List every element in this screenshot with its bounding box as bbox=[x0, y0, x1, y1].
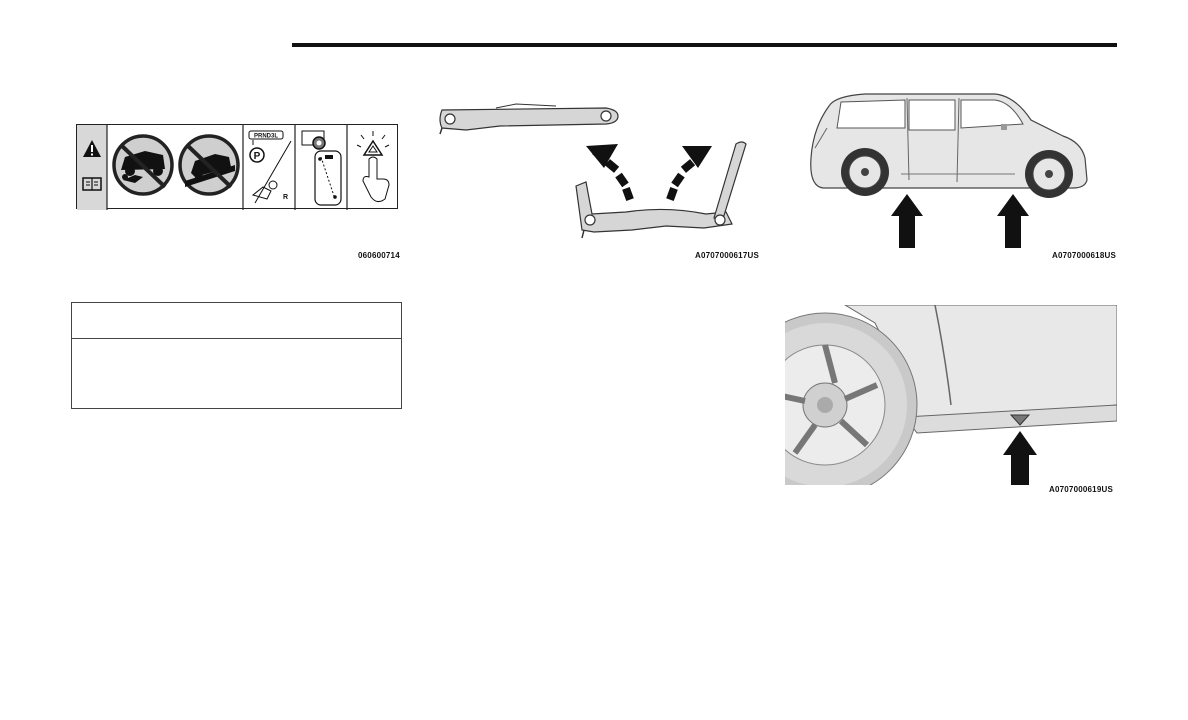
rear-wheel bbox=[841, 148, 889, 196]
jack-handle-figure bbox=[436, 96, 756, 246]
vehicle-lift-points-figure bbox=[805, 88, 1117, 250]
front-lift-arrow-icon bbox=[997, 194, 1029, 248]
jack-point-closeup-figure bbox=[785, 305, 1117, 485]
figure-caption: A0707000618US bbox=[1052, 251, 1116, 260]
no-person-under-vehicle-icon bbox=[114, 136, 172, 194]
park-letter-text: P bbox=[253, 151, 261, 162]
jack-location-icon bbox=[302, 131, 341, 205]
label-icon-column bbox=[77, 125, 107, 210]
front-wheel bbox=[1025, 150, 1073, 198]
reverse-letter-text: R bbox=[283, 194, 289, 201]
jack-warning-label bbox=[76, 124, 398, 209]
header-rule bbox=[292, 43, 1117, 47]
no-slope-jacking-icon bbox=[180, 136, 238, 194]
figure-caption: 060600714 bbox=[358, 251, 400, 260]
rear-lift-arrow-icon bbox=[891, 194, 923, 248]
left-rotation-arrow-icon bbox=[586, 144, 634, 201]
figure-caption: A0707000619US bbox=[1049, 485, 1113, 494]
vehicle-side-illustration bbox=[805, 88, 1117, 250]
figure-caption: A0707000617US bbox=[695, 251, 759, 260]
warning-table bbox=[71, 302, 402, 409]
park-shift-icon bbox=[249, 131, 291, 203]
warning-label-graphic bbox=[77, 125, 399, 210]
jack-handle-illustration bbox=[436, 96, 756, 246]
folded-jack-handle bbox=[440, 104, 618, 134]
hazard-switch-icon bbox=[357, 131, 389, 202]
jack-point-illustration bbox=[785, 305, 1117, 485]
gear-letters-text: PRND3L bbox=[253, 133, 279, 140]
right-rotation-arrow-icon bbox=[666, 146, 712, 201]
warning-table-header-row bbox=[72, 303, 401, 339]
